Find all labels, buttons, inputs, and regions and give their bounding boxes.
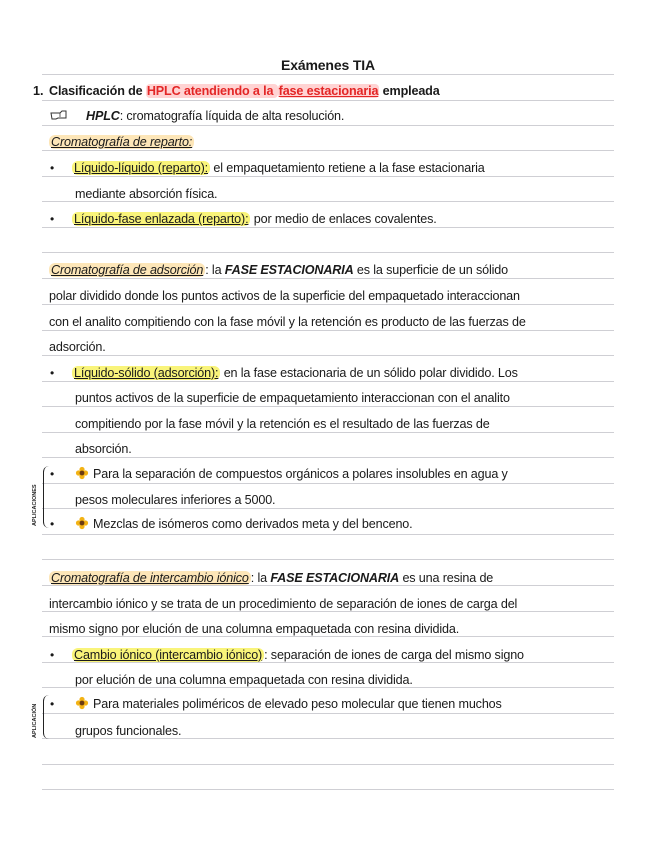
adsorcion-line2: polar dividido donde los puntos activos de la superficie del empaquetado interaccionan xyxy=(49,289,520,303)
rule-line xyxy=(42,381,614,382)
rule-line xyxy=(42,330,614,331)
reparto-item1-cont: mediante absorción física. xyxy=(75,187,218,201)
aplicacion-1 xyxy=(75,466,508,482)
aplicaciones-brace xyxy=(43,466,50,528)
intercambio-item-label: Cambio iónico (intercambio iónico) xyxy=(74,648,263,662)
adsorcion-item-text: en la fase estacionaria de un sólido polar dividido. Los xyxy=(220,366,518,380)
flower-icon xyxy=(75,466,89,480)
rule-line xyxy=(42,534,614,535)
aplicacion-3-cont: grupos funcionales. xyxy=(75,724,182,738)
bullet-dot: • xyxy=(50,366,55,380)
intercambio-text-c: es una resina de xyxy=(399,571,494,585)
adsorcion-line1 xyxy=(49,262,508,278)
adsorcion-line4: adsorción. xyxy=(49,340,106,354)
reparto-item1-text: el empaquetamiento retiene a la fase estacionaria xyxy=(210,161,485,175)
rule-line xyxy=(42,406,614,407)
rule-line xyxy=(42,713,614,714)
adsorcion-item xyxy=(72,365,518,381)
intercambio-line2: intercambio iónico y se trata de un procedimiento de separación de iones de carga del xyxy=(49,597,518,611)
rule-line xyxy=(42,432,614,433)
rule-line xyxy=(42,304,614,305)
rule-line xyxy=(42,457,614,458)
rule-line xyxy=(42,176,614,177)
rule-line xyxy=(42,150,614,151)
rule-line xyxy=(42,100,614,101)
flower-icon xyxy=(75,516,89,530)
intercambio-title: Cromatografía de intercambio iónico xyxy=(51,571,249,585)
bullet-dot: • xyxy=(50,467,55,481)
page-title: Exámenes TIA xyxy=(281,57,375,73)
rule-line xyxy=(42,278,614,279)
intercambio-item-l2: por elución de una columna empaquetada con resina dividida. xyxy=(75,673,413,687)
hplc-definition xyxy=(86,108,344,124)
adsorcion-line3: con el analito compitiendo con la fase móvil y la retención es producto de las fuerzas de xyxy=(49,315,526,329)
adsorcion-title: Cromatografía de adsorción xyxy=(51,263,204,277)
adsorcion-item-label: Líquido-sólido (adsorción): xyxy=(74,366,219,380)
rule-line xyxy=(42,125,614,126)
reparto-item1 xyxy=(72,160,485,176)
adsorcion-fase: FASE ESTACIONARIA xyxy=(224,263,354,277)
heading-text-end: empleada xyxy=(379,84,440,98)
intercambio-text-a: : la xyxy=(250,571,271,585)
aplicacion-1-text: Para la separación de compuestos orgánicos a polares insolubles en agua y xyxy=(93,467,508,481)
heading-hplc: HPLC atendiendo a la xyxy=(146,84,277,98)
aplicaciones-label: APLICACIONES xyxy=(32,484,38,526)
hplc-text: : cromatografía líquida de alta resolución. xyxy=(119,109,345,123)
bullet-dot: • xyxy=(50,212,55,226)
flower-icon xyxy=(75,696,89,710)
bullet-dot: • xyxy=(50,648,55,662)
intercambio-line1 xyxy=(49,570,493,586)
rule-line xyxy=(42,789,614,790)
rule-line xyxy=(42,483,614,484)
rule-line xyxy=(42,252,614,253)
heading-text: Clasificación de xyxy=(49,84,146,98)
pointing-hand-icon xyxy=(50,109,68,124)
aplicacion-label: APLICACIÓN xyxy=(32,703,38,738)
aplicacion-brace xyxy=(43,695,50,739)
section-heading xyxy=(49,83,440,99)
reparto-title: Cromatografía de reparto: xyxy=(51,135,193,149)
bullet-dot: • xyxy=(50,697,55,711)
intercambio-fase: FASE ESTACIONARIA xyxy=(270,571,400,585)
reparto-item2-label: Líquido-fase enlazada (reparto): xyxy=(74,212,249,226)
rule-line xyxy=(42,227,614,228)
bullet-dot: • xyxy=(50,161,55,175)
rule-line xyxy=(42,764,614,765)
aplicacion-3 xyxy=(75,696,502,712)
heading-fase: fase estacionaria xyxy=(278,84,379,98)
rule-line xyxy=(42,508,614,509)
rule-line xyxy=(42,74,614,75)
reparto-title-line xyxy=(49,134,194,150)
intercambio-item-text: : separación de iones de carga del mismo signo xyxy=(264,648,524,662)
adsorcion-text-c: es la superficie de un sólido xyxy=(353,263,508,277)
rule-line xyxy=(42,559,614,560)
adsorcion-item-l4: absorción. xyxy=(75,442,132,456)
hplc-term: HPLC xyxy=(86,109,120,123)
rule-line xyxy=(42,355,614,356)
adsorcion-item-l3: compitiendo por la fase móvil y la retención es el resultado de las fuerzas de xyxy=(75,417,490,431)
reparto-item1-label: Líquido-líquido (reparto): xyxy=(74,161,209,175)
aplicacion-3-text: Para materiales poliméricos de elevado peso molecular que tienen muchos xyxy=(93,697,502,711)
adsorcion-item-l2: puntos activos de la superficie de empaquetamiento interaccionan con el analito xyxy=(75,391,510,405)
intercambio-line3: mismo signo por elución de una columna empaquetada con resina dividida. xyxy=(49,622,460,636)
aplicacion-2-text: Mezclas de isómeros como derivados meta y del benceno. xyxy=(93,517,413,531)
intercambio-item xyxy=(72,647,524,663)
heading-number: 1. xyxy=(33,84,44,98)
aplicacion-1-cont: pesos moleculares inferiores a 5000. xyxy=(75,493,276,507)
reparto-item2 xyxy=(72,211,437,227)
aplicacion-2 xyxy=(75,516,413,532)
reparto-item2-text: por medio de enlaces covalentes. xyxy=(250,212,437,226)
bullet-dot: • xyxy=(50,517,55,531)
adsorcion-text-a: : la xyxy=(205,263,225,277)
